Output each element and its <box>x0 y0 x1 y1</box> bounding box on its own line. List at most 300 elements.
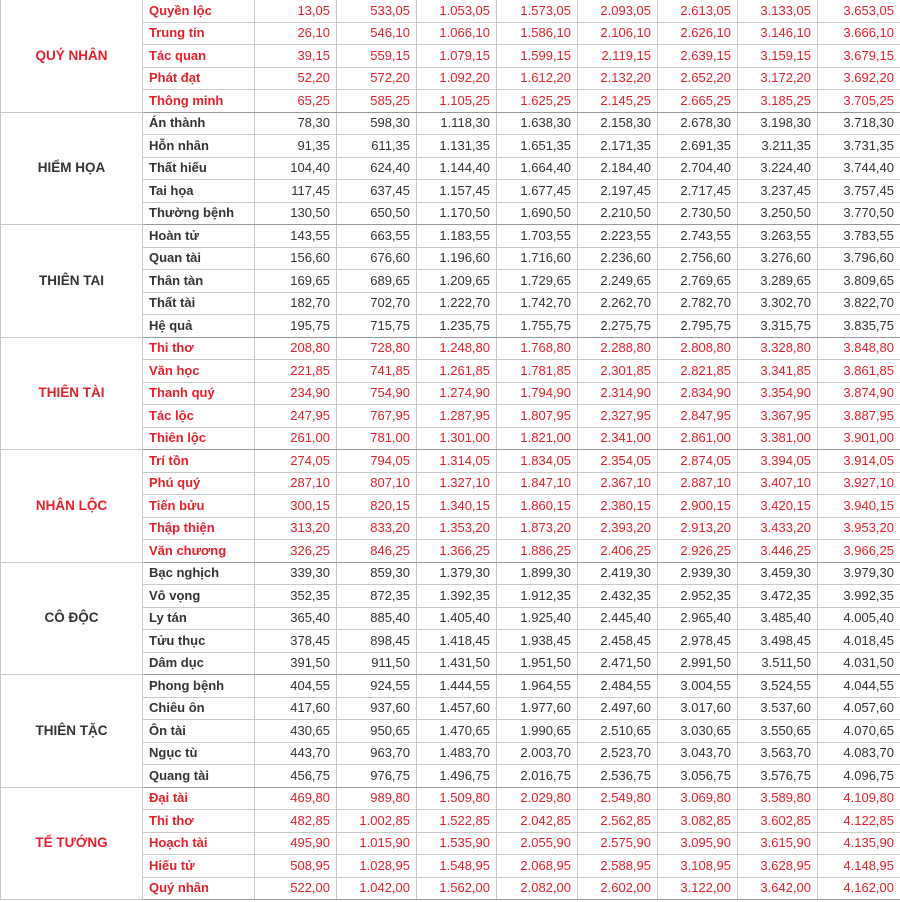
measurement-cell: 1.522,85 <box>417 810 497 833</box>
measurement-cell: 3.315,75 <box>738 315 818 338</box>
measurement-cell: 872,35 <box>337 585 417 608</box>
measurement-cell: 1.105,25 <box>417 90 497 113</box>
measurement-cell: 4.031,50 <box>818 652 900 675</box>
table-row <box>1 112 900 135</box>
measurement-cell: 456,75 <box>255 765 337 788</box>
row-label: Phát đạt <box>143 67 255 90</box>
measurement-cell: 3.874,90 <box>818 382 900 405</box>
measurement-cell: 130,50 <box>255 202 337 225</box>
measurement-cell: 2.341,00 <box>578 427 658 450</box>
measurement-cell: 637,45 <box>337 180 417 203</box>
measurement-cell: 1.729,65 <box>497 270 578 293</box>
measurement-cell: 1.899,30 <box>497 562 578 585</box>
measurement-cell: 3.198,30 <box>738 112 818 135</box>
measurement-cell: 3.524,55 <box>738 675 818 698</box>
measurement-cell: 2.834,90 <box>658 382 738 405</box>
measurement-cell: 1.586,10 <box>497 22 578 45</box>
measurement-cell: 2.704,40 <box>658 157 738 180</box>
table-row <box>1 450 900 473</box>
measurement-cell: 169,65 <box>255 270 337 293</box>
measurement-cell: 2.808,80 <box>658 337 738 360</box>
measurement-cell: 3.861,85 <box>818 360 900 383</box>
measurement-cell: 4.122,85 <box>818 810 900 833</box>
measurement-cell: 3.472,35 <box>738 585 818 608</box>
measurement-cell: 3.082,85 <box>658 810 738 833</box>
measurement-cell: 352,35 <box>255 585 337 608</box>
measurement-cell: 2.847,95 <box>658 405 738 428</box>
measurement-cell: 3.589,80 <box>738 787 818 810</box>
measurement-cell: 2.652,20 <box>658 67 738 90</box>
measurement-cell: 2.782,70 <box>658 292 738 315</box>
measurement-cell: 3.056,75 <box>658 765 738 788</box>
measurement-cell: 104,40 <box>255 157 337 180</box>
measurement-cell: 4.162,00 <box>818 877 900 900</box>
group-label: TỂ TƯỚNG <box>1 787 143 900</box>
row-label: Thông minh <box>143 90 255 113</box>
measurement-cell: 1.144,40 <box>417 157 497 180</box>
measurement-cell: 2.275,75 <box>578 315 658 338</box>
measurement-cell: 2.016,75 <box>497 765 578 788</box>
measurement-cell: 2.613,05 <box>658 0 738 22</box>
measurement-cell: 326,25 <box>255 540 337 563</box>
measurement-cell: 546,10 <box>337 22 417 45</box>
measurement-cell: 1.042,00 <box>337 877 417 900</box>
measurement-cell: 1.938,45 <box>497 630 578 653</box>
row-label: Quan tài <box>143 247 255 270</box>
measurement-cell: 3.953,20 <box>818 517 900 540</box>
row-label: Trung tín <box>143 22 255 45</box>
measurement-cell: 663,55 <box>337 225 417 248</box>
measurement-cell: 2.003,70 <box>497 742 578 765</box>
row-label: Thường bệnh <box>143 202 255 225</box>
measurement-cell: 65,25 <box>255 90 337 113</box>
measurement-cell: 2.093,05 <box>578 0 658 22</box>
group-label: CÔ ĐỘC <box>1 562 143 675</box>
row-label: Phong bệnh <box>143 675 255 698</box>
measurement-cell: 2.458,45 <box>578 630 658 653</box>
measurement-cell: 3.289,65 <box>738 270 818 293</box>
measurement-cell: 1.768,80 <box>497 337 578 360</box>
measurement-cell: 3.563,70 <box>738 742 818 765</box>
measurement-cell: 1.664,40 <box>497 157 578 180</box>
measurement-cell: 26,10 <box>255 22 337 45</box>
table-row <box>1 562 900 585</box>
row-label: Thi thơ <box>143 810 255 833</box>
measurement-cell: 1.002,85 <box>337 810 417 833</box>
measurement-cell: 2.106,10 <box>578 22 658 45</box>
group-label: HIỂM HỌA <box>1 112 143 225</box>
measurement-cell: 3.679,15 <box>818 45 900 68</box>
measurement-cell: 1.379,30 <box>417 562 497 585</box>
measurement-cell: 794,05 <box>337 450 417 473</box>
measurement-cell: 3.511,50 <box>738 652 818 675</box>
measurement-cell: 3.940,15 <box>818 495 900 518</box>
measurement-cell: 1.821,00 <box>497 427 578 450</box>
measurement-cell: 3.809,65 <box>818 270 900 293</box>
measurement-cell: 2.055,90 <box>497 832 578 855</box>
measurement-cell: 2.484,55 <box>578 675 658 698</box>
measurement-cell: 2.471,50 <box>578 652 658 675</box>
measurement-cell: 482,85 <box>255 810 337 833</box>
measurement-cell: 417,60 <box>255 697 337 720</box>
measurement-cell: 522,00 <box>255 877 337 900</box>
measurement-cell: 3.887,95 <box>818 405 900 428</box>
measurement-cell: 1.092,20 <box>417 67 497 90</box>
measurement-cell: 1.209,65 <box>417 270 497 293</box>
measurement-cell: 4.005,40 <box>818 607 900 630</box>
measurement-cell: 1.509,80 <box>417 787 497 810</box>
measurement-cell: 208,80 <box>255 337 337 360</box>
measurement-cell: 937,60 <box>337 697 417 720</box>
measurement-cell: 2.262,70 <box>578 292 658 315</box>
measurement-cell: 3.550,65 <box>738 720 818 743</box>
measurement-cell: 963,70 <box>337 742 417 765</box>
row-label: Hỗn nhân <box>143 135 255 158</box>
row-label: Hoạch tài <box>143 832 255 855</box>
measurement-cell: 247,95 <box>255 405 337 428</box>
measurement-cell: 2.145,25 <box>578 90 658 113</box>
measurement-cell: 2.678,30 <box>658 112 738 135</box>
measurement-cell: 689,65 <box>337 270 417 293</box>
measurement-cell: 3.446,25 <box>738 540 818 563</box>
measurement-cell: 1.483,70 <box>417 742 497 765</box>
measurement-cell: 3.224,40 <box>738 157 818 180</box>
measurement-cell: 3.341,85 <box>738 360 818 383</box>
measurement-cell: 2.068,95 <box>497 855 578 878</box>
measurement-cell: 1.677,45 <box>497 180 578 203</box>
measurement-cell: 1.651,35 <box>497 135 578 158</box>
measurement-cell: 3.537,60 <box>738 697 818 720</box>
measurement-cell: 650,50 <box>337 202 417 225</box>
row-label: Tửu thục <box>143 630 255 653</box>
measurement-cell: 2.249,65 <box>578 270 658 293</box>
measurement-cell: 3.731,35 <box>818 135 900 158</box>
measurement-cell: 2.380,15 <box>578 495 658 518</box>
measurement-cell: 1.301,00 <box>417 427 497 450</box>
measurement-cell: 3.485,40 <box>738 607 818 630</box>
measurement-cell: 3.146,10 <box>738 22 818 45</box>
measurement-cell: 2.588,95 <box>578 855 658 878</box>
measurement-cell: 4.135,90 <box>818 832 900 855</box>
measurement-cell: 2.223,55 <box>578 225 658 248</box>
measurement-cell: 3.043,70 <box>658 742 738 765</box>
measurement-cell: 3.108,95 <box>658 855 738 878</box>
measurement-cell: 1.794,90 <box>497 382 578 405</box>
measurement-cell: 1.703,55 <box>497 225 578 248</box>
row-label: Hiếu tử <box>143 855 255 878</box>
measurement-cell: 1.562,00 <box>417 877 497 900</box>
row-label: Tác quan <box>143 45 255 68</box>
measurement-cell: 2.197,45 <box>578 180 658 203</box>
measurement-cell: 2.445,40 <box>578 607 658 630</box>
measurement-cell: 4.096,75 <box>818 765 900 788</box>
measurement-cell: 1.457,60 <box>417 697 497 720</box>
measurement-cell: 378,45 <box>255 630 337 653</box>
measurement-cell: 2.210,50 <box>578 202 658 225</box>
measurement-cell: 989,80 <box>337 787 417 810</box>
measurement-cell: 2.184,40 <box>578 157 658 180</box>
measurement-cell: 313,20 <box>255 517 337 540</box>
measurement-cell: 2.042,85 <box>497 810 578 833</box>
measurement-cell: 91,35 <box>255 135 337 158</box>
group-label: NHÂN LỘC <box>1 450 143 563</box>
measurement-cell: 3.276,60 <box>738 247 818 270</box>
measurement-cell: 1.053,05 <box>417 0 497 22</box>
measurement-cell: 598,30 <box>337 112 417 135</box>
table-row <box>1 337 900 360</box>
measurement-cell: 3.642,00 <box>738 877 818 900</box>
measurement-cell: 1.431,50 <box>417 652 497 675</box>
measurement-cell: 3.692,20 <box>818 67 900 90</box>
measurement-cell: 3.133,05 <box>738 0 818 22</box>
measurement-cell: 2.327,95 <box>578 405 658 428</box>
measurement-cell: 2.236,60 <box>578 247 658 270</box>
measurement-cell: 2.639,15 <box>658 45 738 68</box>
measurement-cell: 741,85 <box>337 360 417 383</box>
measurement-cell: 3.576,75 <box>738 765 818 788</box>
measurement-cell: 1.235,75 <box>417 315 497 338</box>
measurement-cell: 2.419,30 <box>578 562 658 585</box>
measurement-cell: 1.573,05 <box>497 0 578 22</box>
measurement-cell: 2.288,80 <box>578 337 658 360</box>
measurement-cell: 234,90 <box>255 382 337 405</box>
measurement-cell: 274,05 <box>255 450 337 473</box>
measurement-cell: 365,40 <box>255 607 337 630</box>
measurement-cell: 2.367,10 <box>578 472 658 495</box>
measurement-cell: 300,15 <box>255 495 337 518</box>
measurement-cell: 1.157,45 <box>417 180 497 203</box>
measurement-cell: 533,05 <box>337 0 417 22</box>
measurement-cell: 1.807,95 <box>497 405 578 428</box>
measurement-cell: 924,55 <box>337 675 417 698</box>
measurement-cell: 767,95 <box>337 405 417 428</box>
row-label: Trí tồn <box>143 450 255 473</box>
measurement-cell: 1.118,30 <box>417 112 497 135</box>
row-label: Thiên lộc <box>143 427 255 450</box>
measurement-cell: 3.017,60 <box>658 697 738 720</box>
measurement-cell: 846,25 <box>337 540 417 563</box>
measurement-cell: 3.498,45 <box>738 630 818 653</box>
measurement-cell: 1.951,50 <box>497 652 578 675</box>
measurement-cell: 1.964,55 <box>497 675 578 698</box>
measurement-cell: 4.148,95 <box>818 855 900 878</box>
row-label: Bạc nghịch <box>143 562 255 585</box>
measurement-cell: 3.705,25 <box>818 90 900 113</box>
row-label: Quý nhân <box>143 877 255 900</box>
measurement-cell: 2.549,80 <box>578 787 658 810</box>
measurement-cell: 1.599,15 <box>497 45 578 68</box>
measurement-cell: 3.159,15 <box>738 45 818 68</box>
measurement-cell: 1.287,95 <box>417 405 497 428</box>
measurement-cell: 2.691,35 <box>658 135 738 158</box>
measurement-cell: 1.327,10 <box>417 472 497 495</box>
measurement-cell: 143,55 <box>255 225 337 248</box>
measurement-cell: 4.044,55 <box>818 675 900 698</box>
measurement-cell: 1.625,25 <box>497 90 578 113</box>
measurement-cell: 2.406,25 <box>578 540 658 563</box>
measurement-cell: 3.263,55 <box>738 225 818 248</box>
measurement-cell: 1.638,30 <box>497 112 578 135</box>
measurement-cell: 781,00 <box>337 427 417 450</box>
measurement-cell: 1.690,50 <box>497 202 578 225</box>
measurement-cell: 52,20 <box>255 67 337 90</box>
group-label: THIÊN TAI <box>1 225 143 338</box>
measurement-cell: 4.070,65 <box>818 720 900 743</box>
measurement-cell: 1.781,85 <box>497 360 578 383</box>
measurement-cell: 3.004,55 <box>658 675 738 698</box>
measurement-cell: 443,70 <box>255 742 337 765</box>
measurement-cell: 3.394,05 <box>738 450 818 473</box>
measurement-cell: 39,15 <box>255 45 337 68</box>
measurement-cell: 2.314,90 <box>578 382 658 405</box>
measurement-cell: 2.393,20 <box>578 517 658 540</box>
group-label: THIÊN TẶC <box>1 675 143 788</box>
measurement-cell: 3.407,10 <box>738 472 818 495</box>
measurement-cell: 3.901,00 <box>818 427 900 450</box>
measurement-cell: 2.626,10 <box>658 22 738 45</box>
measurement-cell: 3.095,90 <box>658 832 738 855</box>
measurement-cell: 2.575,90 <box>578 832 658 855</box>
measurement-cell: 182,70 <box>255 292 337 315</box>
measurement-cell: 1.405,40 <box>417 607 497 630</box>
row-label: Phú quý <box>143 472 255 495</box>
measurement-cell: 3.420,15 <box>738 495 818 518</box>
measurement-cell: 1.912,35 <box>497 585 578 608</box>
measurement-cell: 495,90 <box>255 832 337 855</box>
measurement-cell: 3.367,95 <box>738 405 818 428</box>
measurement-cell: 559,15 <box>337 45 417 68</box>
measurement-cell: 2.861,00 <box>658 427 738 450</box>
row-label: Hệ quả <box>143 315 255 338</box>
measurement-cell: 195,75 <box>255 315 337 338</box>
row-label: Ôn tài <box>143 720 255 743</box>
measurement-cell: 156,60 <box>255 247 337 270</box>
measurement-cell: 2.821,85 <box>658 360 738 383</box>
measurement-cell: 1.742,70 <box>497 292 578 315</box>
measurement-cell: 3.433,20 <box>738 517 818 540</box>
measurement-cell: 3.185,25 <box>738 90 818 113</box>
measurement-cell: 1.079,15 <box>417 45 497 68</box>
measurement-cell: 4.109,80 <box>818 787 900 810</box>
measurement-cell: 3.628,95 <box>738 855 818 878</box>
measurement-cell: 3.602,85 <box>738 810 818 833</box>
measurement-cell: 1.834,05 <box>497 450 578 473</box>
measurement-cell: 611,35 <box>337 135 417 158</box>
measurement-cell: 2.523,70 <box>578 742 658 765</box>
measurement-cell: 3.966,25 <box>818 540 900 563</box>
measurement-cell: 2.602,00 <box>578 877 658 900</box>
table-row <box>1 0 900 22</box>
measurement-cell: 1.548,95 <box>417 855 497 878</box>
measurement-cell: 3.796,60 <box>818 247 900 270</box>
measurement-cell: 2.965,40 <box>658 607 738 630</box>
measurement-cell: 1.990,65 <box>497 720 578 743</box>
row-label: Quang tài <box>143 765 255 788</box>
measurement-cell: 3.381,00 <box>738 427 818 450</box>
measurement-cell: 2.900,15 <box>658 495 738 518</box>
measurement-cell: 676,60 <box>337 247 417 270</box>
row-label: Thi thơ <box>143 337 255 360</box>
row-label: Thập thiện <box>143 517 255 540</box>
measurement-cell: 2.497,60 <box>578 697 658 720</box>
measurement-cell: 1.274,90 <box>417 382 497 405</box>
measurement-cell: 2.029,80 <box>497 787 578 810</box>
measurement-cell: 339,30 <box>255 562 337 585</box>
measurement-cell: 1.314,05 <box>417 450 497 473</box>
measurement-cell: 1.366,25 <box>417 540 497 563</box>
measurement-cell: 1.196,60 <box>417 247 497 270</box>
measurement-cell: 430,65 <box>255 720 337 743</box>
measurement-cell: 754,90 <box>337 382 417 405</box>
measurement-cell: 911,50 <box>337 652 417 675</box>
measurement-cell: 585,25 <box>337 90 417 113</box>
measurement-cell: 3.653,05 <box>818 0 900 22</box>
measurement-cell: 1.353,20 <box>417 517 497 540</box>
measurement-cell: 3.914,05 <box>818 450 900 473</box>
measurement-cell: 1.535,90 <box>417 832 497 855</box>
measurement-cell: 3.328,80 <box>738 337 818 360</box>
measurement-cell: 2.874,05 <box>658 450 738 473</box>
measurement-cell: 3.979,30 <box>818 562 900 585</box>
measurement-cell: 1.261,85 <box>417 360 497 383</box>
measurement-cell: 2.119,15 <box>578 45 658 68</box>
measurement-cell: 2.562,85 <box>578 810 658 833</box>
row-label: Tiến bửu <box>143 495 255 518</box>
measurement-cell: 3.172,20 <box>738 67 818 90</box>
measurement-cell: 624,40 <box>337 157 417 180</box>
measurement-cell: 261,00 <box>255 427 337 450</box>
measurement-cell: 1.925,40 <box>497 607 578 630</box>
measurement-cell: 2.536,75 <box>578 765 658 788</box>
measurement-cell: 3.069,80 <box>658 787 738 810</box>
measurement-cell: 3.302,70 <box>738 292 818 315</box>
measurement-cell: 3.718,30 <box>818 112 900 135</box>
measurement-cell: 3.211,35 <box>738 135 818 158</box>
measurement-cell: 3.354,90 <box>738 382 818 405</box>
row-label: Tác lộc <box>143 405 255 428</box>
row-label: Hoàn tử <box>143 225 255 248</box>
measurement-cell: 3.030,65 <box>658 720 738 743</box>
measurement-cell: 1.392,35 <box>417 585 497 608</box>
measurement-cell: 2.756,60 <box>658 247 738 270</box>
measurement-cell: 2.743,55 <box>658 225 738 248</box>
measurement-cell: 1.496,75 <box>417 765 497 788</box>
measurement-cell: 1.470,65 <box>417 720 497 743</box>
measurement-cell: 3.615,90 <box>738 832 818 855</box>
measurement-cell: 78,30 <box>255 112 337 135</box>
measurement-cell: 1.222,70 <box>417 292 497 315</box>
row-label: Văn học <box>143 360 255 383</box>
measurement-cell: 728,80 <box>337 337 417 360</box>
measurement-cell: 2.171,35 <box>578 135 658 158</box>
measurement-cell: 1.886,25 <box>497 540 578 563</box>
measurement-cell: 1.418,45 <box>417 630 497 653</box>
measurement-cell: 2.913,20 <box>658 517 738 540</box>
measurement-cell: 2.926,25 <box>658 540 738 563</box>
measurement-cell: 3.927,10 <box>818 472 900 495</box>
row-label: Văn chương <box>143 540 255 563</box>
row-label: Vô vọng <box>143 585 255 608</box>
measurement-cell: 1.340,15 <box>417 495 497 518</box>
measurement-cell: 1.755,75 <box>497 315 578 338</box>
row-label: Thất hiếu <box>143 157 255 180</box>
measurement-cell: 807,10 <box>337 472 417 495</box>
measurement-cell: 2.082,00 <box>497 877 578 900</box>
measurement-cell: 3.744,40 <box>818 157 900 180</box>
measurement-cell: 1.170,50 <box>417 202 497 225</box>
row-label: Án thành <box>143 112 255 135</box>
measurement-cell: 2.301,85 <box>578 360 658 383</box>
